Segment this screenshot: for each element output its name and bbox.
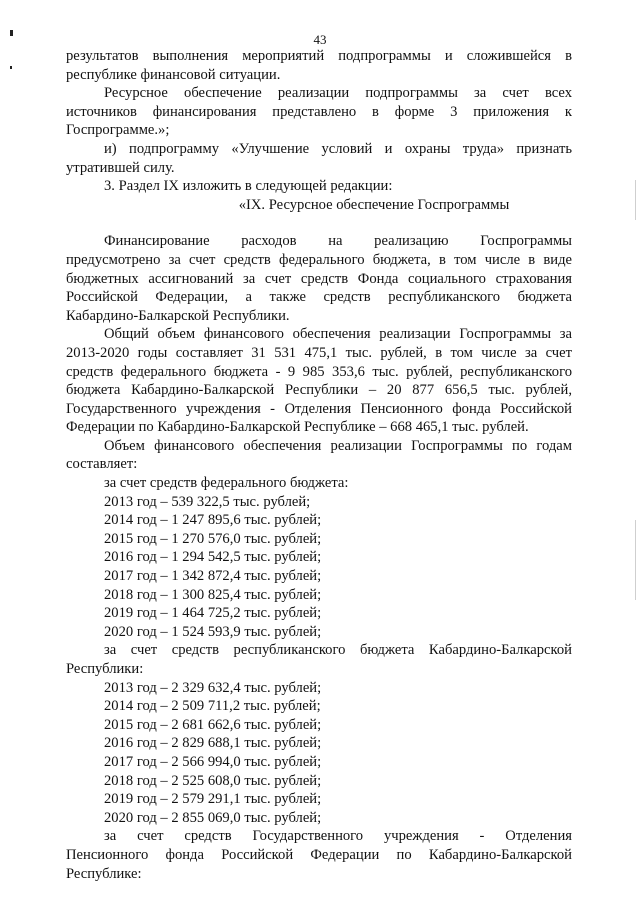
list-item: 2015 год – 1 270 576,0 тыс. рублей; [104,530,322,547]
scan-edge-shadow [635,180,636,220]
text-line: Федерации по Кабардино-Балкарской Республике – 668 465,1 тыс. рублей. [66,419,529,436]
list-item: 2013 год – 539 322,5 тыс. рублей; [104,493,311,510]
document-body [66,47,572,883]
text-line: Российской Федерации, а также средств республиканского бюджета [66,289,572,306]
list-item: 2018 год – 1 300 825,4 тыс. рублей; [104,586,322,603]
list-item: 2020 год – 1 524 593,9 тыс. рублей; [104,623,322,640]
text-line: средств федерального бюджета - 9 985 353,6 тыс. рублей, республиканского [66,363,572,380]
list-item: 2014 год – 2 509 711,2 тыс. рублей; [104,698,321,715]
list-item: 2019 год – 1 464 725,2 тыс. рублей; [104,605,322,622]
scan-edge-shadow [635,520,636,600]
list-item: 2016 год – 2 829 688,1 тыс. рублей; [104,735,322,752]
text-line: 3. Раздел IX изложить в следующей редакции: [104,178,393,195]
text-line: Пенсионного фонда Российской Федерации по Кабардино-Балкарской [66,846,572,863]
text-line: Объем финансового обеспечения реализации Госпрограммы по годам [104,437,572,454]
list-item: 2014 год – 1 247 895,6 тыс. рублей; [104,512,322,529]
text-line: за счет средств Государственного учреждения - Отделения [104,828,572,845]
text-line: бюджетных ассигнований за счет средств Фонда социального страхования [66,270,572,287]
spacer [66,214,572,232]
text-line: результатов выполнения мероприятий подпрограммы и сложившейся в [66,48,572,64]
page-number: 43 [313,32,327,47]
text-line: Финансирование расходов на реализацию Госпрограммы [104,233,572,250]
text-line: и) подпрограмму «Улучшение условий и охраны труда» признать [104,140,572,157]
text-line: Республики: [66,661,144,677]
text-line: предусмотрено за счет средств федерального бюджета, в том числе в виде [66,251,572,268]
text-line: составляет: [66,456,138,473]
text-line: за счет средств федерального бюджета: [104,475,349,492]
text-line: источников финансирования представлено в форме 3 приложения к [66,103,572,120]
text-line: утратившей силу. [66,159,175,176]
scan-mark [10,66,12,69]
text-line: 2013-2020 годы составляет 31 531 475,1 тыс. рублей, в том числе за счет [66,344,572,361]
text-line: Республике: [66,865,142,882]
list-item: 2017 год – 1 342 872,4 тыс. рублей; [104,568,322,585]
list-item: 2017 год – 2 566 994,0 тыс. рублей; [104,753,322,770]
text-line: Государственного учреждения - Отделения Пенсионного фонда Российской [66,400,572,417]
text-line: Общий объем финансового обеспечения реализации Госпрограммы за [104,326,572,343]
list-item: 2020 год – 2 855 069,0 тыс. рублей; [104,809,322,826]
text-line: Госпрограмме.»; [66,122,170,139]
text-line: Кабардино-Балкарской Республики. [66,307,290,324]
list-item: 2015 год – 2 681 662,6 тыс. рублей; [104,716,322,733]
text-line: бюджета Кабардино-Балкарской Республики – 20 877 656,5 тыс. рублей, [66,382,572,399]
text-line: за счет средств республиканского бюджета Кабардино-Балкарской [104,642,572,659]
list-item: 2013 год – 2 329 632,4 тыс. рублей; [104,679,322,696]
section-heading: «IX. Ресурсное обеспечение Госпрограммы [238,196,510,213]
list-item: 2018 год – 2 525 608,0 тыс. рублей; [104,772,322,789]
text-line: Ресурсное обеспечение реализации подпрограммы за счет всех [104,85,572,102]
list-item: 2019 год – 2 579 291,1 тыс. рублей; [104,791,322,808]
text-line: республике финансовой ситуации. [66,66,281,83]
list-item: 2016 год – 1 294 542,5 тыс. рублей; [104,549,322,566]
